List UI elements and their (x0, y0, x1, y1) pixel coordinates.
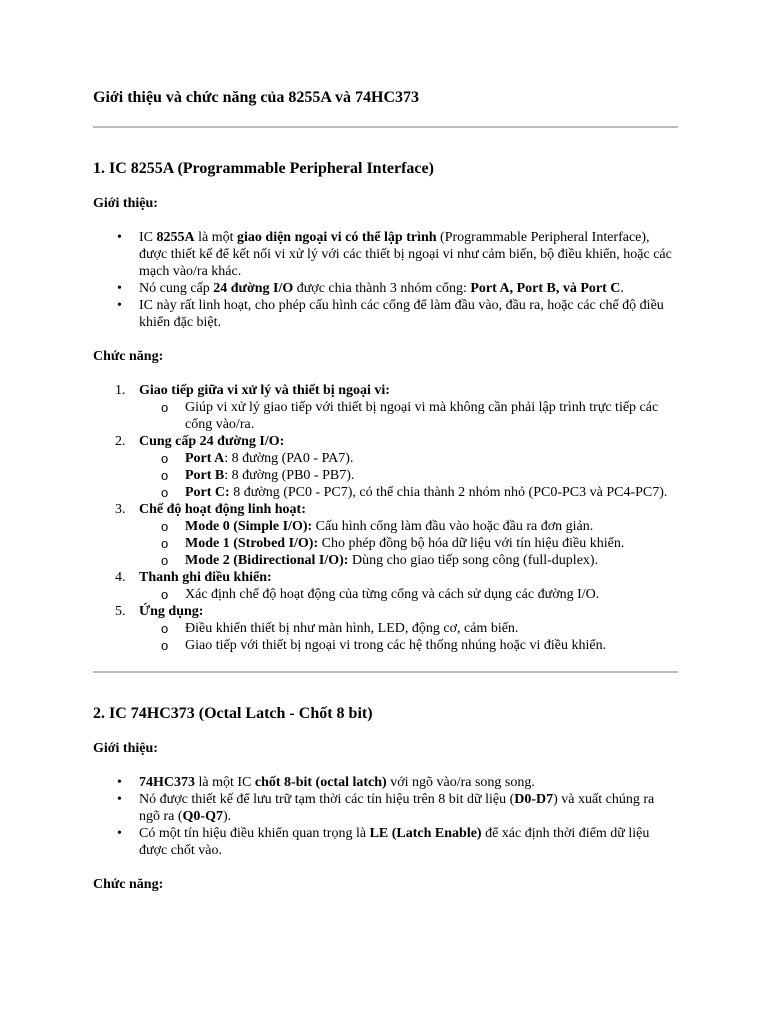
sub-item-text: Cho phép đồng bộ hóa dữ liệu với tín hiệu điều khiển. (318, 536, 625, 551)
list-number: 1. (115, 383, 126, 398)
function-item (115, 569, 678, 603)
hollow-circle-icon: o (161, 468, 169, 483)
section-heading-8255a: 1. IC 8255A (Programmable Peripheral Interface) (93, 160, 434, 177)
sub-list-item (161, 586, 678, 603)
sub-list-item (161, 535, 678, 552)
sub-item-text: Xác định chế độ hoạt động của từng cổng và cách sử dụng các đường I/O. (185, 587, 600, 602)
sub-list-item (161, 450, 678, 467)
sub-item-text: Cấu hình cổng làm đầu vào hoặc đầu ra đơn giản. (312, 519, 594, 534)
intro-list-74hc373 (93, 774, 678, 859)
function-sub-list (139, 620, 678, 654)
sub-item-bold: Mode 1 (Strobed I/O): (185, 536, 319, 551)
function-list-8255a (93, 382, 678, 654)
function-label-8255a: Chức năng: (93, 349, 164, 364)
function-title: Thanh ghi điều khiển: (139, 570, 272, 585)
hollow-circle-icon: o (161, 485, 169, 500)
list-number: 3. (115, 502, 126, 517)
sub-item-bold: Port B (185, 468, 225, 483)
sub-list-item (161, 637, 678, 654)
list-item: • Có một tín hiệu điều khiển quan trọng là LE (Latch Enable) để xác định thời điểm dữ liệu được chốt vào. (139, 825, 678, 859)
list-number: 2. (115, 434, 126, 449)
sub-item-text: Giao tiếp với thiết bị ngoại vi trong các hệ thống nhúng hoặc vi điều khiển. (185, 638, 607, 653)
sub-item-text: : 8 đường (PA0 - PA7). (224, 451, 354, 466)
sub-item-text: Giúp vi xử lý giao tiếp với thiết bị ngoại vi mà không cần phải lập trình trực tiếp các cổng vào/ra. (185, 400, 659, 432)
list-item: • 74HC373 là một IC chốt 8-bit (octal latch) với ngõ vào/ra song song. (139, 774, 678, 791)
sub-list-item (161, 467, 678, 484)
intro-label-74hc373: Giới thiệu: (93, 741, 158, 756)
function-title: Cung cấp 24 đường I/O: (139, 434, 285, 449)
sub-list-item (161, 484, 678, 501)
sub-list-item (161, 620, 678, 637)
sub-item-bold: Port A (185, 451, 225, 466)
hollow-circle-icon: o (161, 451, 169, 466)
function-title: Ứng dụng: (139, 604, 204, 619)
document-title: Giới thiệu và chức năng của 8255A và 74HC373 (93, 89, 420, 106)
hollow-circle-icon: o (161, 400, 169, 415)
sub-item-text: Điều khiển thiết bị như màn hình, LED, động cơ, cảm biến. (185, 621, 519, 636)
list-item: • IC này rất linh hoạt, cho phép cấu hình các cổng để làm đầu vào, đầu ra, hoặc các chế độ điều khiển đặc biệt. (139, 297, 678, 331)
function-sub-list (139, 399, 678, 433)
intro-label-8255a: Giới thiệu: (93, 196, 158, 211)
sub-list-item (161, 399, 678, 433)
sub-list-item (161, 518, 678, 535)
sub-item-bold: Mode 0 (Simple I/O): (185, 519, 313, 534)
function-sub-list (139, 586, 678, 603)
sub-item-text: : 8 đường (PB0 - PB7). (224, 468, 355, 483)
intro-list-8255a (93, 229, 678, 331)
document-content (93, 88, 678, 893)
function-sub-list (139, 450, 678, 501)
hollow-circle-icon: o (161, 621, 169, 636)
hollow-circle-icon: o (161, 553, 169, 568)
list-number: 5. (115, 604, 126, 619)
list-item: • Nó được thiết kế để lưu trữ tạm thời các tín hiệu trên 8 bit dữ liệu (D0-D7) và xuất chúng ra ngõ ra (Q0-Q7). (139, 791, 678, 825)
function-title: Giao tiếp giữa vi xử lý và thiết bị ngoại vi: (139, 383, 390, 398)
function-item (115, 603, 678, 654)
function-item (115, 433, 678, 501)
hollow-circle-icon: o (161, 638, 169, 653)
function-item (115, 382, 678, 433)
list-number: 4. (115, 570, 126, 585)
function-title: Chế độ hoạt động linh hoạt: (139, 502, 306, 517)
list-item: • Nó cung cấp 24 đường I/O được chia thành 3 nhóm cổng: Port A, Port B, và Port C. (139, 280, 678, 297)
sub-item-text: Dùng cho giao tiếp song công (full-duplex). (348, 553, 599, 568)
hollow-circle-icon: o (161, 519, 169, 534)
sub-list-item (161, 552, 678, 569)
hollow-circle-icon: o (161, 536, 169, 551)
sub-item-bold: Port C: (185, 485, 230, 500)
sub-item-text: 8 đường (PC0 - PC7), có thể chia thành 2 nhóm nhỏ (PC0-PC3 và PC4-PC7). (229, 485, 668, 500)
hollow-circle-icon: o (161, 587, 169, 602)
section-heading-74hc373: 2. IC 74HC373 (Octal Latch - Chốt 8 bit) (93, 705, 373, 722)
sub-item-bold: Mode 2 (Bidirectional I/O): (185, 553, 349, 568)
list-item: • IC 8255A là một giao diện ngoại vi có thể lập trình (Programmable Peripheral Interface), được thiết kế để kết nối vi xử lý với các thiết bị ngoại vi như cảm biến, bộ điều khiển, hoặc các mạch vào/ra khác. (139, 229, 678, 280)
function-sub-list (139, 518, 678, 569)
function-label-74hc373: Chức năng: (93, 877, 164, 892)
function-item (115, 501, 678, 569)
